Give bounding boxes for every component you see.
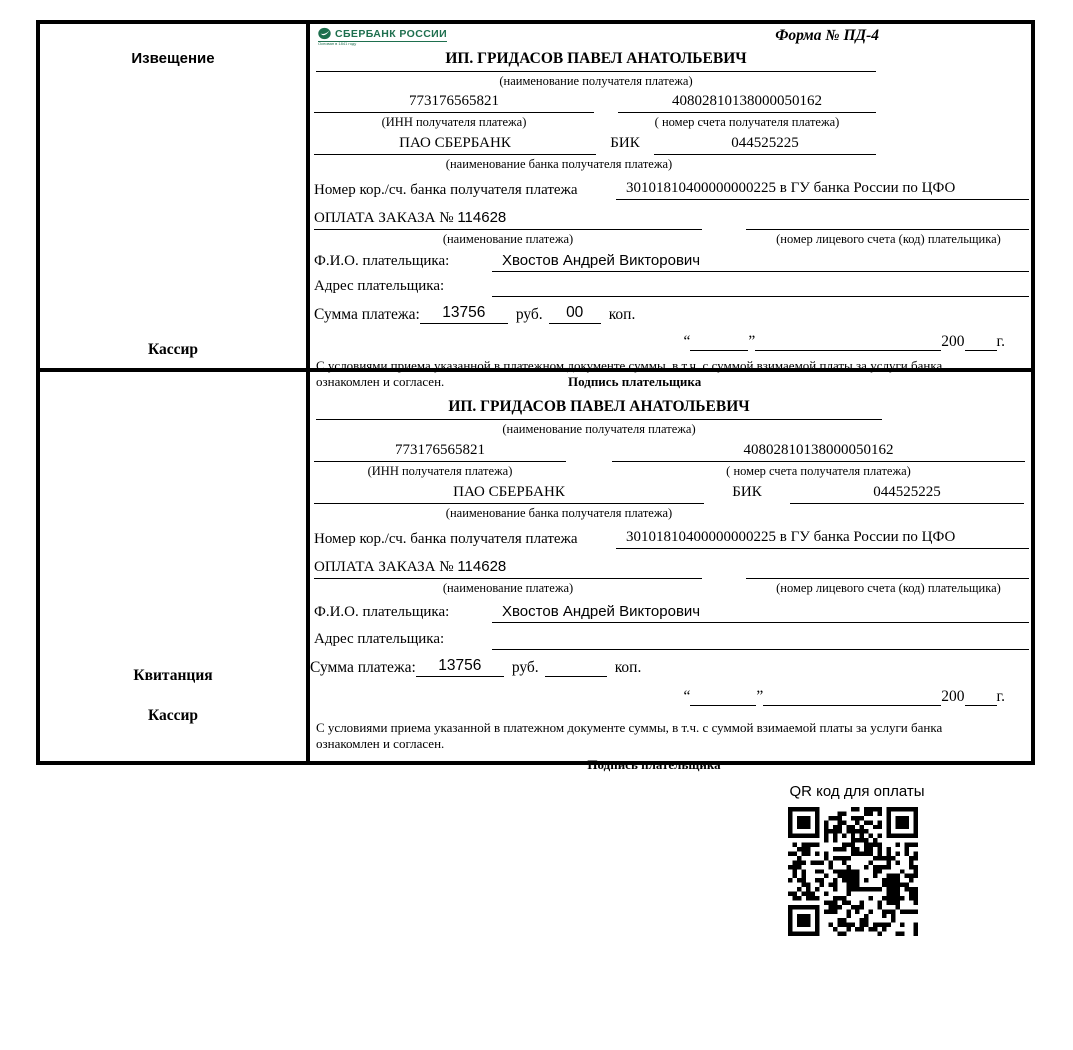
bik-label: БИК [610,135,640,151]
agreement-line1: С условиями приема указанной в платежном документе суммы, в т.ч. с суммой взимаемой платы за услуги банка [316,720,943,735]
corr-account-row [314,529,1031,549]
amount-label: Сумма платежа: [310,659,416,676]
payer-name-value: Хвостов Андрей Викторович [492,603,1029,623]
amount-label: Сумма платежа: [314,306,420,323]
recipient-caption: (наименование получателя платежа) [502,422,696,436]
order-number: 114628 [457,209,507,226]
payment-name-caption: (наименование платежа) [442,232,574,246]
quote-open: “ [683,688,691,705]
payer-address-row [314,630,1031,650]
amount-row [310,657,1031,677]
corr-account-label: Номер кор./сч. банка получателя платежа [314,182,578,198]
signature-label: Подпись плательщика [587,757,721,772]
bank-name-value: ПАО СБЕРБАНК [314,135,596,155]
payer-address-value [492,277,1029,297]
bik-label: БИК [732,484,762,500]
year-prefix: 200 [941,333,965,350]
qr-code [788,807,918,936]
date-blank-day [690,688,756,706]
account-value: 40802810138000050162 [612,442,1025,462]
inn-caption: (ИНН получателя платежа) [367,464,513,478]
date-row [314,688,1031,706]
recipient-block [316,396,882,438]
year-blank [965,333,997,351]
payer-address-value [492,630,1029,650]
sberbank-logo-tagline: Основан в 1841 году [318,41,357,46]
header-row [314,26,1031,48]
side-label-kassir: Кассир [147,341,199,358]
sberbank-logo [318,27,447,46]
year-blank [965,688,997,706]
rub-label: руб. [511,659,539,676]
corr-account-row [314,180,1031,200]
date-blank-month [755,333,941,351]
recipient-name: ИП. ГРИДАСОВ ПАВЕЛ АНАТОЛЬЕВИЧ [316,48,876,72]
kop-label: коп. [614,659,642,676]
payment-name-row [314,209,1031,230]
payer-name-row [314,603,1031,623]
account-caption: ( номер счета получателя платежа) [726,464,911,478]
agreement-line2: ознакомлен и согласен. [316,374,445,389]
date-blank-day [690,333,748,351]
agreement-line2: ознакомлен и согласен. [316,736,445,751]
order-number: 114628 [457,558,507,575]
signature-label: Подпись плательщика [568,374,702,389]
payer-address-label: Адрес плательщика: [314,278,445,294]
personal-account-caption: (номер лицевого счета (код) плательщика) [776,581,1001,595]
bank-name-caption: (наименование банка получателя платежа) [445,506,673,520]
bik-value: 044525225 [654,135,876,155]
personal-account-caption: (номер лицевого счета (код) плательщика) [776,232,1001,246]
recipient-block [316,48,876,90]
inn-value: 773176565821 [314,93,594,113]
bank-name-value: ПАО СБЕРБАНК [314,484,704,504]
bik-value: 044525225 [790,484,1024,504]
side-column-kvitantsiya [40,372,310,761]
payment-form-pd4 [36,20,1035,772]
rub-label: руб. [515,306,543,323]
section-izveschenie [36,20,1035,389]
date-row [314,333,1031,351]
inn-account-row [314,93,1031,130]
year-suffix: г. [996,688,1005,705]
corr-account-value: 30101810400000000225 в ГУ банка России по ЦФО [616,180,1029,200]
bank-row [314,135,1031,155]
corr-account-label: Номер кор./сч. банка получателя платежа [314,531,578,547]
payer-name-label: Ф.И.О. плательщика: [314,253,450,269]
side-label-kassir: Кассир [147,707,199,724]
date-blank-month [763,688,941,706]
form-body-kvitantsiya [310,372,1031,772]
recipient-name: ИП. ГРИДАСОВ ПАВЕЛ АНАТОЛЬЕВИЧ [316,396,882,420]
side-column-izveschenie [40,24,310,368]
payment-name-value: ОПЛАТА ЗАКАЗА № 114628 [314,558,702,579]
bank-name-caption: (наименование банка получателя платежа) [445,157,673,171]
personal-account-blank [746,211,1029,230]
payment-name-caption: (наименование платежа) [442,581,574,595]
form-body-izveschenie [310,24,1031,389]
year-prefix: 200 [941,688,965,705]
bank-row [314,484,1031,504]
inn-value: 773176565821 [314,442,566,462]
qr-payment-block [787,783,927,936]
amount-kop-value: 00 [549,304,601,324]
payer-address-row [314,277,1031,297]
section-kvitantsiya [36,368,1035,772]
amount-row [314,304,1031,324]
inn-caption: (ИНН получателя платежа) [381,115,527,129]
agreement-line1: С условиями приема указанной в платежном документе суммы, в т.ч. с суммой взимаемой платы за услуги банка [316,358,943,373]
form-number: Форма № ПД-4 [775,27,879,44]
sberbank-logo-icon [318,27,331,40]
payer-name-label: Ф.И.О. плательщика: [314,604,450,620]
payment-name-row [314,558,1031,579]
quote-open: “ [683,333,691,350]
agreement-text [314,720,1031,752]
recipient-caption: (наименование получателя платежа) [499,74,693,88]
amount-kop-value [545,675,607,677]
year-suffix: г. [996,333,1005,350]
payer-address-label: Адрес плательщика: [314,631,445,647]
payment-name-value: ОПЛАТА ЗАКАЗА № 114628 [314,209,702,230]
side-label-izveschenie: Извещение [131,50,215,67]
quote-close: ” [748,333,756,350]
corr-account-value: 30101810400000000225 в ГУ банка России по ЦФО [616,529,1029,549]
payer-name-value: Хвостов Андрей Викторович [492,252,1029,272]
amount-rub-value: 13756 [420,304,508,324]
inn-account-row [314,442,1031,479]
quote-close: ” [756,688,764,705]
kop-label: коп. [608,306,636,323]
qr-label: QR код для оплаты [789,783,925,800]
account-value: 40802810138000050162 [618,93,876,113]
sberbank-logo-text: СБЕРБАНК РОССИИ [335,27,448,40]
personal-account-blank [746,560,1029,579]
side-label-kvitantsiya: Квитанция [133,667,213,684]
amount-rub-value: 13756 [416,657,504,677]
payer-name-row [314,252,1031,272]
account-caption: ( номер счета получателя платежа) [654,115,840,129]
